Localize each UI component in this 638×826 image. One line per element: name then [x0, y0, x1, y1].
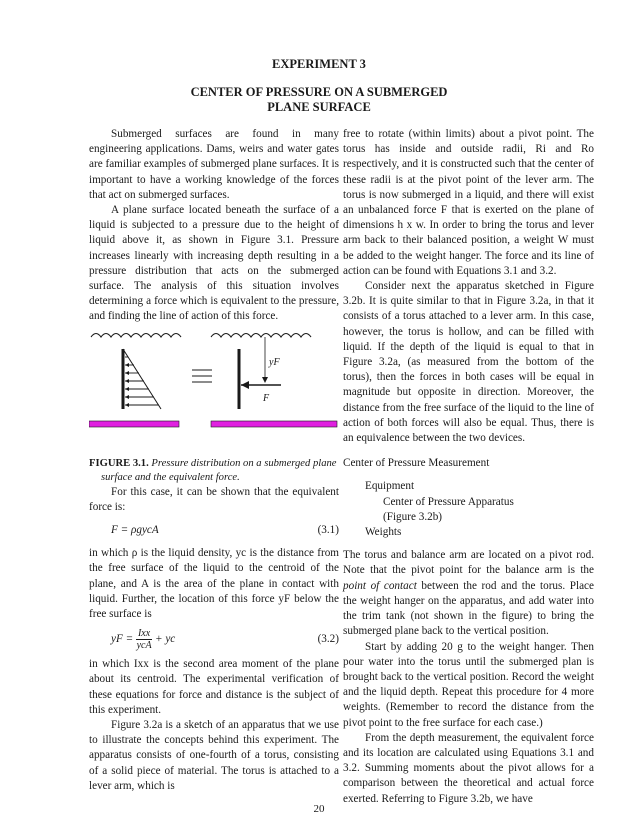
equation-3-2-body [111, 628, 175, 651]
equipment-list [343, 479, 594, 540]
equivalent-force-intro: For this case, it can be shown that the equivalent force is: [89, 485, 339, 513]
equipment-item-apparatus: Center of Pressure Apparatus [383, 495, 514, 508]
equation-3-2-number: (3.2) [317, 633, 339, 646]
figure-3-1-diagram [89, 329, 339, 453]
apparatus-paragraph: Figure 3.2a is a sketch of an apparatus that we use to illustrate the concepts behind this experiment. The apparatus consists of one-fourth of a torus, consisting of a solid piece of material. The torus is attached to a lever arm, which is [89, 719, 339, 792]
resultant-force-arrowhead [241, 381, 249, 389]
equation-3-2-fraction [136, 628, 152, 651]
left-column [89, 127, 339, 794]
page-number: 20 [313, 803, 325, 815]
equation-3-1-number: (3.1) [317, 524, 339, 537]
pressure-arrowheads [125, 363, 129, 407]
yf-label: yF [269, 356, 280, 368]
yf-dimension-arrowhead [262, 377, 268, 383]
equation-3-2-denominator: ycA [136, 640, 152, 652]
right-column [343, 127, 594, 807]
hollow-torus-paragraph: Consider next the apparatus sketched in Figure 3.2b. It is quite similar to that in Figure 3.2a, in that it consists of a torus attached to a lever arm. In this case, however, the torus is hollow, and can be filled with liquid. If the depth of the liquid is equal to that in Figure 3.2a, (as measured from the bottom of the torus), then the forces in both cases will be equal in magnitude but opposite in direction. Moreover, the distance from the free surface of the liquid to the line of action of both forces will also be equal. Thus, there is an equivalence between the two devices. [343, 280, 594, 445]
right-free-surface [211, 333, 311, 337]
equation-3-1 [111, 523, 339, 538]
figure-caption [89, 457, 339, 485]
equation-3-2 [111, 628, 339, 651]
procedure-paragraph-1 [343, 548, 594, 639]
procedure-text-end: between the rod and the torus. Place the weight hanger on the apparatus, and add water into the trim tank (not shown in the figure) to bring the submerged plane back to the vertical position. [343, 579, 594, 638]
pressure-triangle-edge [123, 349, 161, 409]
equipment-heading: Equipment [365, 480, 415, 493]
figure-caption-label: FIGURE 3.1. [89, 457, 149, 469]
left-bottom-plate [89, 421, 179, 427]
left-free-surface [91, 333, 181, 337]
second-moment-paragraph: in which Ixx is the second area moment of the plane about its centroid. The experimental verification of these equations for force and distance is the subject of this experiment. [89, 658, 339, 716]
experiment-heading: EXPERIMENT 3 [272, 57, 366, 71]
title-line-1: CENTER OF PRESSURE ON A SUBMERGED [190, 85, 448, 99]
procedure-emphasis: point of contact [343, 579, 417, 592]
force-label: F [263, 392, 270, 404]
equipment-item-weights: Weights [365, 526, 402, 539]
analysis-paragraph: From the depth measurement, the equivalent force and its location are calculated using Equations 3.1 and 3.2. Summing moments about the pivot allows for a comparison between the theoretical and actual force exerted. Referring to Figure 3.2b, we have [343, 731, 594, 805]
equipment-item-figure-ref: (Figure 3.2b) [383, 510, 443, 523]
title-line-2: PLANE SURFACE [267, 100, 371, 114]
equation-3-1-body: F = ρgycA [111, 524, 159, 537]
torus-paragraph: free to rotate (within limits) about a pivot point. The torus has inside and outside radii, Ri and Ro respectively, and it is constructed such that the center of these radii is at the pivot point of the lever arm. The torus is now submerged in a liquid, and there will exist an unbalanced force F that is exerted on the plane of dimensions h x w. In order to bring the torus and lever arm back to their balanced position, a weight W must be added to the weight hanger. The force and its line of action can be found with Equations 3.1 and 3.2. [343, 128, 594, 277]
equation-3-2-lhs: yF = [111, 633, 134, 646]
section-heading: Center of Pressure Measurement [343, 457, 490, 470]
plane-surface-paragraph: A plane surface located beneath the surface of a liquid is subjected to a pressure due to the height of liquid above it, as shown in Figure 3.1. Pressure increases linearly with increasing depth resulting in a pressure distribution that acts on the submerged surface. The analysis of this situation involves determining a force which is equivalent to the pressure, and finding the line of action of this force. [89, 204, 339, 323]
procedure-text-start: The torus and balance arm are located on a pivot rod. Note that the pivot point for the balance arm is the [343, 549, 594, 577]
equation-3-2-numerator: Ixx [137, 628, 151, 640]
density-paragraph: in which ρ is the liquid density, yc is the distance from the free surface of the liquid to the centroid of the plane, and A is the area of the plane in contact with liquid. Further, the location of this force yF below the free surface is [89, 547, 339, 621]
right-bottom-plate [211, 421, 337, 427]
intro-paragraph: Submerged surfaces are found in many engineering applications. Dams, weirs and water gates are familiar examples of submerged plane surfaces. It is important to have a working knowledge of the forces that act on submerged surfaces. [89, 128, 339, 201]
procedure-paragraph-2: Start by adding 20 g to the weight hanger. Then pour water into the torus until the submerged plan is brought back to the vertical position. Record the weight and the liquid depth. Repeat this procedure for 4 more weights. (Remember to record the distance from the pivot point to the free surface for each case.) [343, 640, 594, 729]
equivalence-sign [192, 370, 212, 382]
figure-caption-text: Pressure distribution on a submerged plane surface and the equivalent force. [101, 457, 337, 483]
equation-3-2-rhs: + yc [154, 633, 176, 646]
